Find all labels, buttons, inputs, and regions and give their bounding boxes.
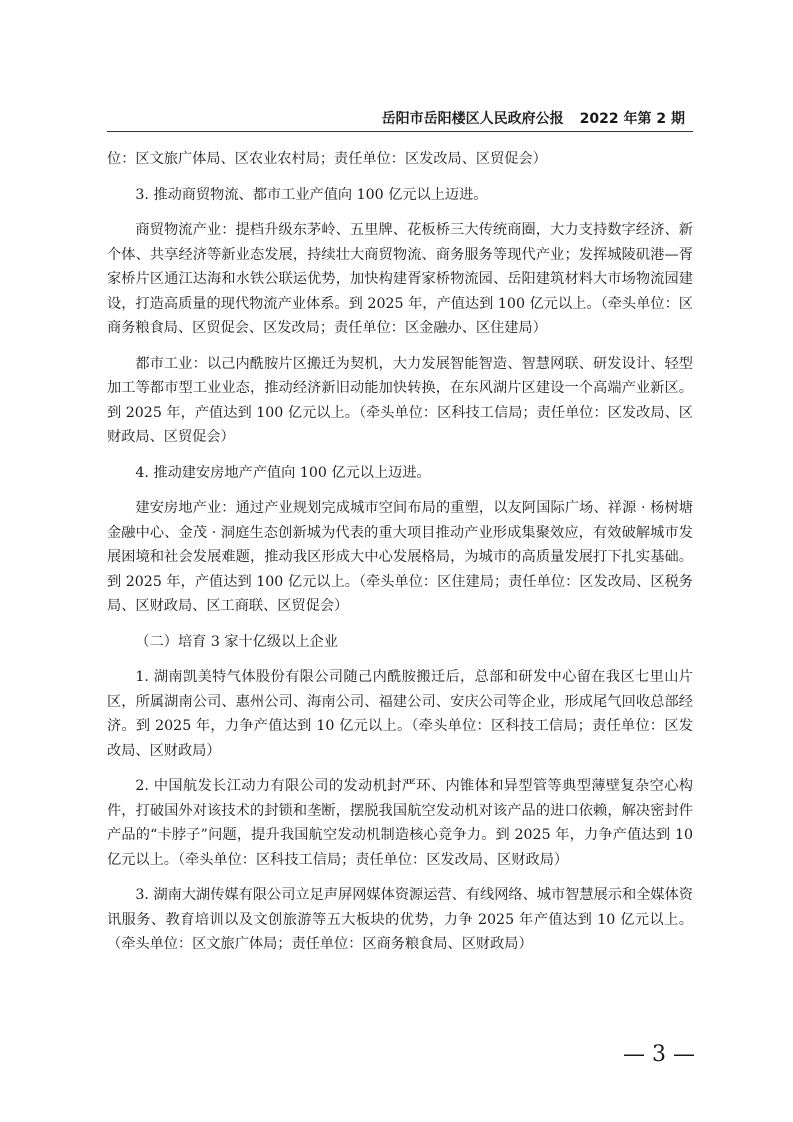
paragraph: 2. 中国航发长江动力有限公司的发动机封严环、内锥体和异型管等典型薄壁复杂空心构件，打破国外对该技术的封锁和垄断，摆脱我国航空发动机对该产品的进口依赖，解决密封件产品的“卡脖子”问题，提升我国航空发动机制造核心竞争力。到 2025 年，力争产值达到 10 亿元以上。（牵头单位：区科技工信局；责任单位：区发改局、区财政局）	[107, 778, 693, 868]
paragraph: 3. 湖南大湖传媒有限公司立足声屏网媒体资源运营、有线网络、城市智慧展示和全媒体资讯服务、教育培训以及文创旅游等五大板块的优势，力争 2025 年产值达到 10 亿元以上。（牵头单位：区文旅广体局；责任单位：区商务粮食局、区财政局）	[107, 887, 693, 952]
publication-header	[382, 108, 685, 128]
issue-label: 2022 年第 2 期	[579, 111, 685, 127]
paragraph: 商贸物流产业：提档升级东茅岭、五里牌、花板桥三大传统商圈，大力支持数字经济、新个体、共享经济等新业态发展，持续壮大商贸物流、商务服务等现代产业；发挥城陵矶港—胥家桥片区通江达海和水铁公联运优势，加快构建胥家桥物流园、岳阳建筑材料大市场物流园建设，打造高质量的现代物流产业体系。到 2025 年，产值达到 100 亿元以上。（牵头单位：区商务粮食局、区贸促会、区发改局；责任单位：区金融办、区住建局）	[107, 222, 693, 336]
paragraph: 4. 推动建安房地产产值向 100 亿元以上迈进。	[135, 464, 431, 481]
section-heading: （二）培育 3 家十亿级以上企业	[135, 633, 338, 650]
publication-name: 岳阳市岳阳楼区人民政府公报	[381, 111, 564, 127]
paragraph: 都市工业：以己内酰胺片区搬迁为契机，大力发展智能智造、智慧网联、研发设计、轻型加工等都市型工业业态，推动经济新旧动能加快转换，在东风湖片区建设一个高端产业新区。到 2025 年，产值达到 100 亿元以上。（牵头单位：区科技工信局；责任单位：区发改局、区财政局、区贸促会）	[107, 355, 693, 445]
page-number: — 3 —	[623, 1042, 695, 1067]
paragraph: 建安房地产业：通过产业规划完成城市空间布局的重塑，以友阿国际广场、祥源 · 杨树塘金融中心、金茂 · 洞庭生态创新城为代表的重大项目推动产业形成集聚效应，有效破解城市发展困境和社会发展难题，推动我区形成大中心发展格局，为城市的高质量发展打下扎实基础。到 2025 年，产值达到 100 亿元以上。（牵头单位：区住建局；责任单位：区发改局、区税务局、区财政局、区工商联、区贸促会）	[107, 500, 693, 614]
paragraph: 3. 推动商贸物流、都市工业产值向 100 亿元以上迈进。	[135, 186, 488, 203]
paragraph: 1. 湖南凯美特气体股份有限公司随己内酰胺搬迁后，总部和研发中心留在我区七里山片区，所属湖南公司、惠州公司、海南公司、福建公司、安庆公司等企业，形成尾气回收总部经济。到 2025 年，力争产值达到 10 亿元以上。（牵头单位：区科技工信局；责任单位：区发改局、区财政局）	[107, 669, 693, 759]
header-divider	[107, 131, 693, 132]
paragraph: 位：区文旅广体局、区农业农村局；责任单位：区发改局、区贸促会）	[107, 151, 547, 167]
document-body	[107, 147, 693, 968]
